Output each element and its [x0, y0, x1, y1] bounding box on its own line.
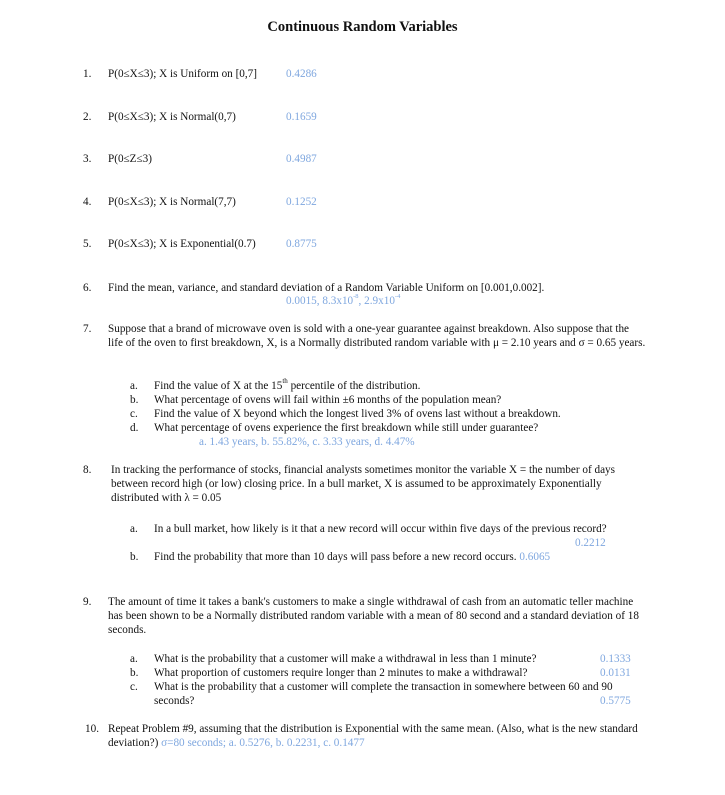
- problem-9c-text: What is the probability that a customer will complete the transaction in somewhere between 60 and 90 seconds?: [154, 681, 613, 707]
- problem-3-answer: 0.4987: [286, 153, 317, 165]
- problem-2-number: 2.: [83, 111, 92, 123]
- problem-10-question: [108, 722, 638, 750]
- problem-10-question-text: Repeat Problem #9, assuming that the distribution is Exponential with the same mean. (Also, what is the new standard deviation?): [108, 723, 638, 749]
- problem-7b-letter: b.: [130, 394, 139, 406]
- problem-9-question: The amount of time it takes a bank's customers to make a single withdrawal of cash from an automatic teller machine has been shown to be a Normally distributed random variable with a mean of 80 second and a standard deviation of 18 seconds.: [108, 596, 639, 636]
- problem-1-answer: 0.4286: [286, 68, 317, 80]
- problem-7-answer: a. 1.43 years, b. 55.82%, c. 3.33 years, d. 4.47%: [199, 436, 415, 448]
- problem-7c-text: Find the value of X beyond which the longest lived 3% of ovens last without a breakdown.: [154, 408, 561, 420]
- problem-7b-text: What percentage of ovens will fail within ±6 months of the population mean?: [154, 394, 502, 406]
- problem-8-question: In tracking the performance of stocks, financial analysts sometimes monitor the variable X = the number of days between record high (or low) closing price. In a bull market, X is assumed to be approximately Exponentially distributed with λ = 0.05: [111, 464, 616, 504]
- problem-10-number: 10.: [85, 723, 99, 735]
- problem-4-question: P(0≤X≤3); X is Normal(7,7): [108, 196, 236, 208]
- problem-9a-text: What is the probability that a customer will make a withdrawal in less than 1 minute?: [154, 653, 537, 665]
- problem-10-answer: σ=80 seconds; a. 0.5276, b. 0.2231, c. 0.1477: [161, 737, 365, 749]
- problem-7a-ordinal-suffix: th: [282, 377, 288, 386]
- problem-1-question: P(0≤X≤3); X is Uniform on [0,7]: [108, 68, 258, 80]
- problem-7a-text: [154, 379, 649, 393]
- problem-7a-letter: a.: [130, 380, 138, 392]
- problem-7-question: Suppose that a brand of microwave oven is sold with a one-year guarantee against breakdown. Also suppose that the life of the oven to first breakdown, X, is a Normally distributed random variable with μ = 2.10 years and σ = 0.65 years.: [108, 323, 646, 349]
- problem-2-answer: 0.1659: [286, 111, 317, 123]
- problem-7-number: 7.: [83, 323, 92, 335]
- problem-9b-answer: 0.0131: [600, 667, 631, 679]
- problem-3-question: P(0≤Z≤3): [108, 153, 152, 165]
- problem-6-answer-variance-exponent: -8: [353, 293, 359, 301]
- problem-6-answer-mean-variance: 0.0015, 8.3x10: [286, 295, 354, 307]
- problem-9-number: 9.: [83, 596, 92, 608]
- problem-8-number: 8.: [83, 464, 92, 476]
- problem-7d-text: What percentage of ovens experience the first breakdown while still under guarantee?: [154, 422, 539, 434]
- problem-6-answer: [286, 294, 400, 308]
- problem-6-number: 6.: [83, 282, 92, 294]
- problem-9a-answer: 0.1333: [600, 653, 631, 665]
- problem-4-answer: 0.1252: [286, 196, 317, 208]
- problem-9a-letter: a.: [130, 653, 138, 665]
- problem-6-answer-sd-exponent: -4: [394, 293, 401, 301]
- page-title: Continuous Random Variables: [267, 19, 458, 35]
- problem-5-question: P(0≤X≤3); X is Exponential(0.7): [108, 238, 256, 250]
- problem-8b-question: Find the probability that more than 10 days will pass before a new record occurs.: [154, 551, 517, 563]
- problem-2-question: P(0≤X≤3); X is Normal(0,7): [108, 111, 236, 123]
- problem-5-number: 5.: [83, 238, 92, 250]
- problem-7c-letter: c.: [130, 408, 138, 420]
- problem-9c-answer: 0.5775: [600, 695, 631, 707]
- problem-6-question: Find the mean, variance, and standard deviation of a Random Variable Uniform on [0.001,0.002].: [108, 282, 545, 294]
- problem-8a-text: In a bull market, how likely is it that a new record will occur within five days of the previous record?: [154, 523, 607, 535]
- problem-4-number: 4.: [83, 196, 92, 208]
- problem-7a-text-start: Find the value of X at the 15: [154, 380, 283, 392]
- problem-8a-letter: a.: [130, 523, 138, 535]
- problem-8b-answer: 0.6065: [519, 551, 551, 563]
- problem-7a-text-end: percentile of the distribution.: [287, 380, 421, 392]
- problem-6-answer-sd: , 2.9x10: [358, 295, 395, 307]
- problem-3-number: 3.: [83, 153, 92, 165]
- problem-1-number: 1.: [83, 68, 92, 80]
- problem-7d-letter: d.: [130, 422, 139, 434]
- problem-5-answer: 0.8775: [286, 238, 317, 250]
- problem-9c-letter: c.: [130, 681, 138, 693]
- problem-9b-text: What proportion of customers require longer than 2 minutes to make a withdrawal?: [154, 667, 528, 679]
- problem-8b-text: [154, 550, 550, 564]
- problem-9b-letter: b.: [130, 667, 139, 679]
- problem-8a-answer: 0.2212: [575, 537, 606, 549]
- problem-8b-letter: b.: [130, 551, 139, 563]
